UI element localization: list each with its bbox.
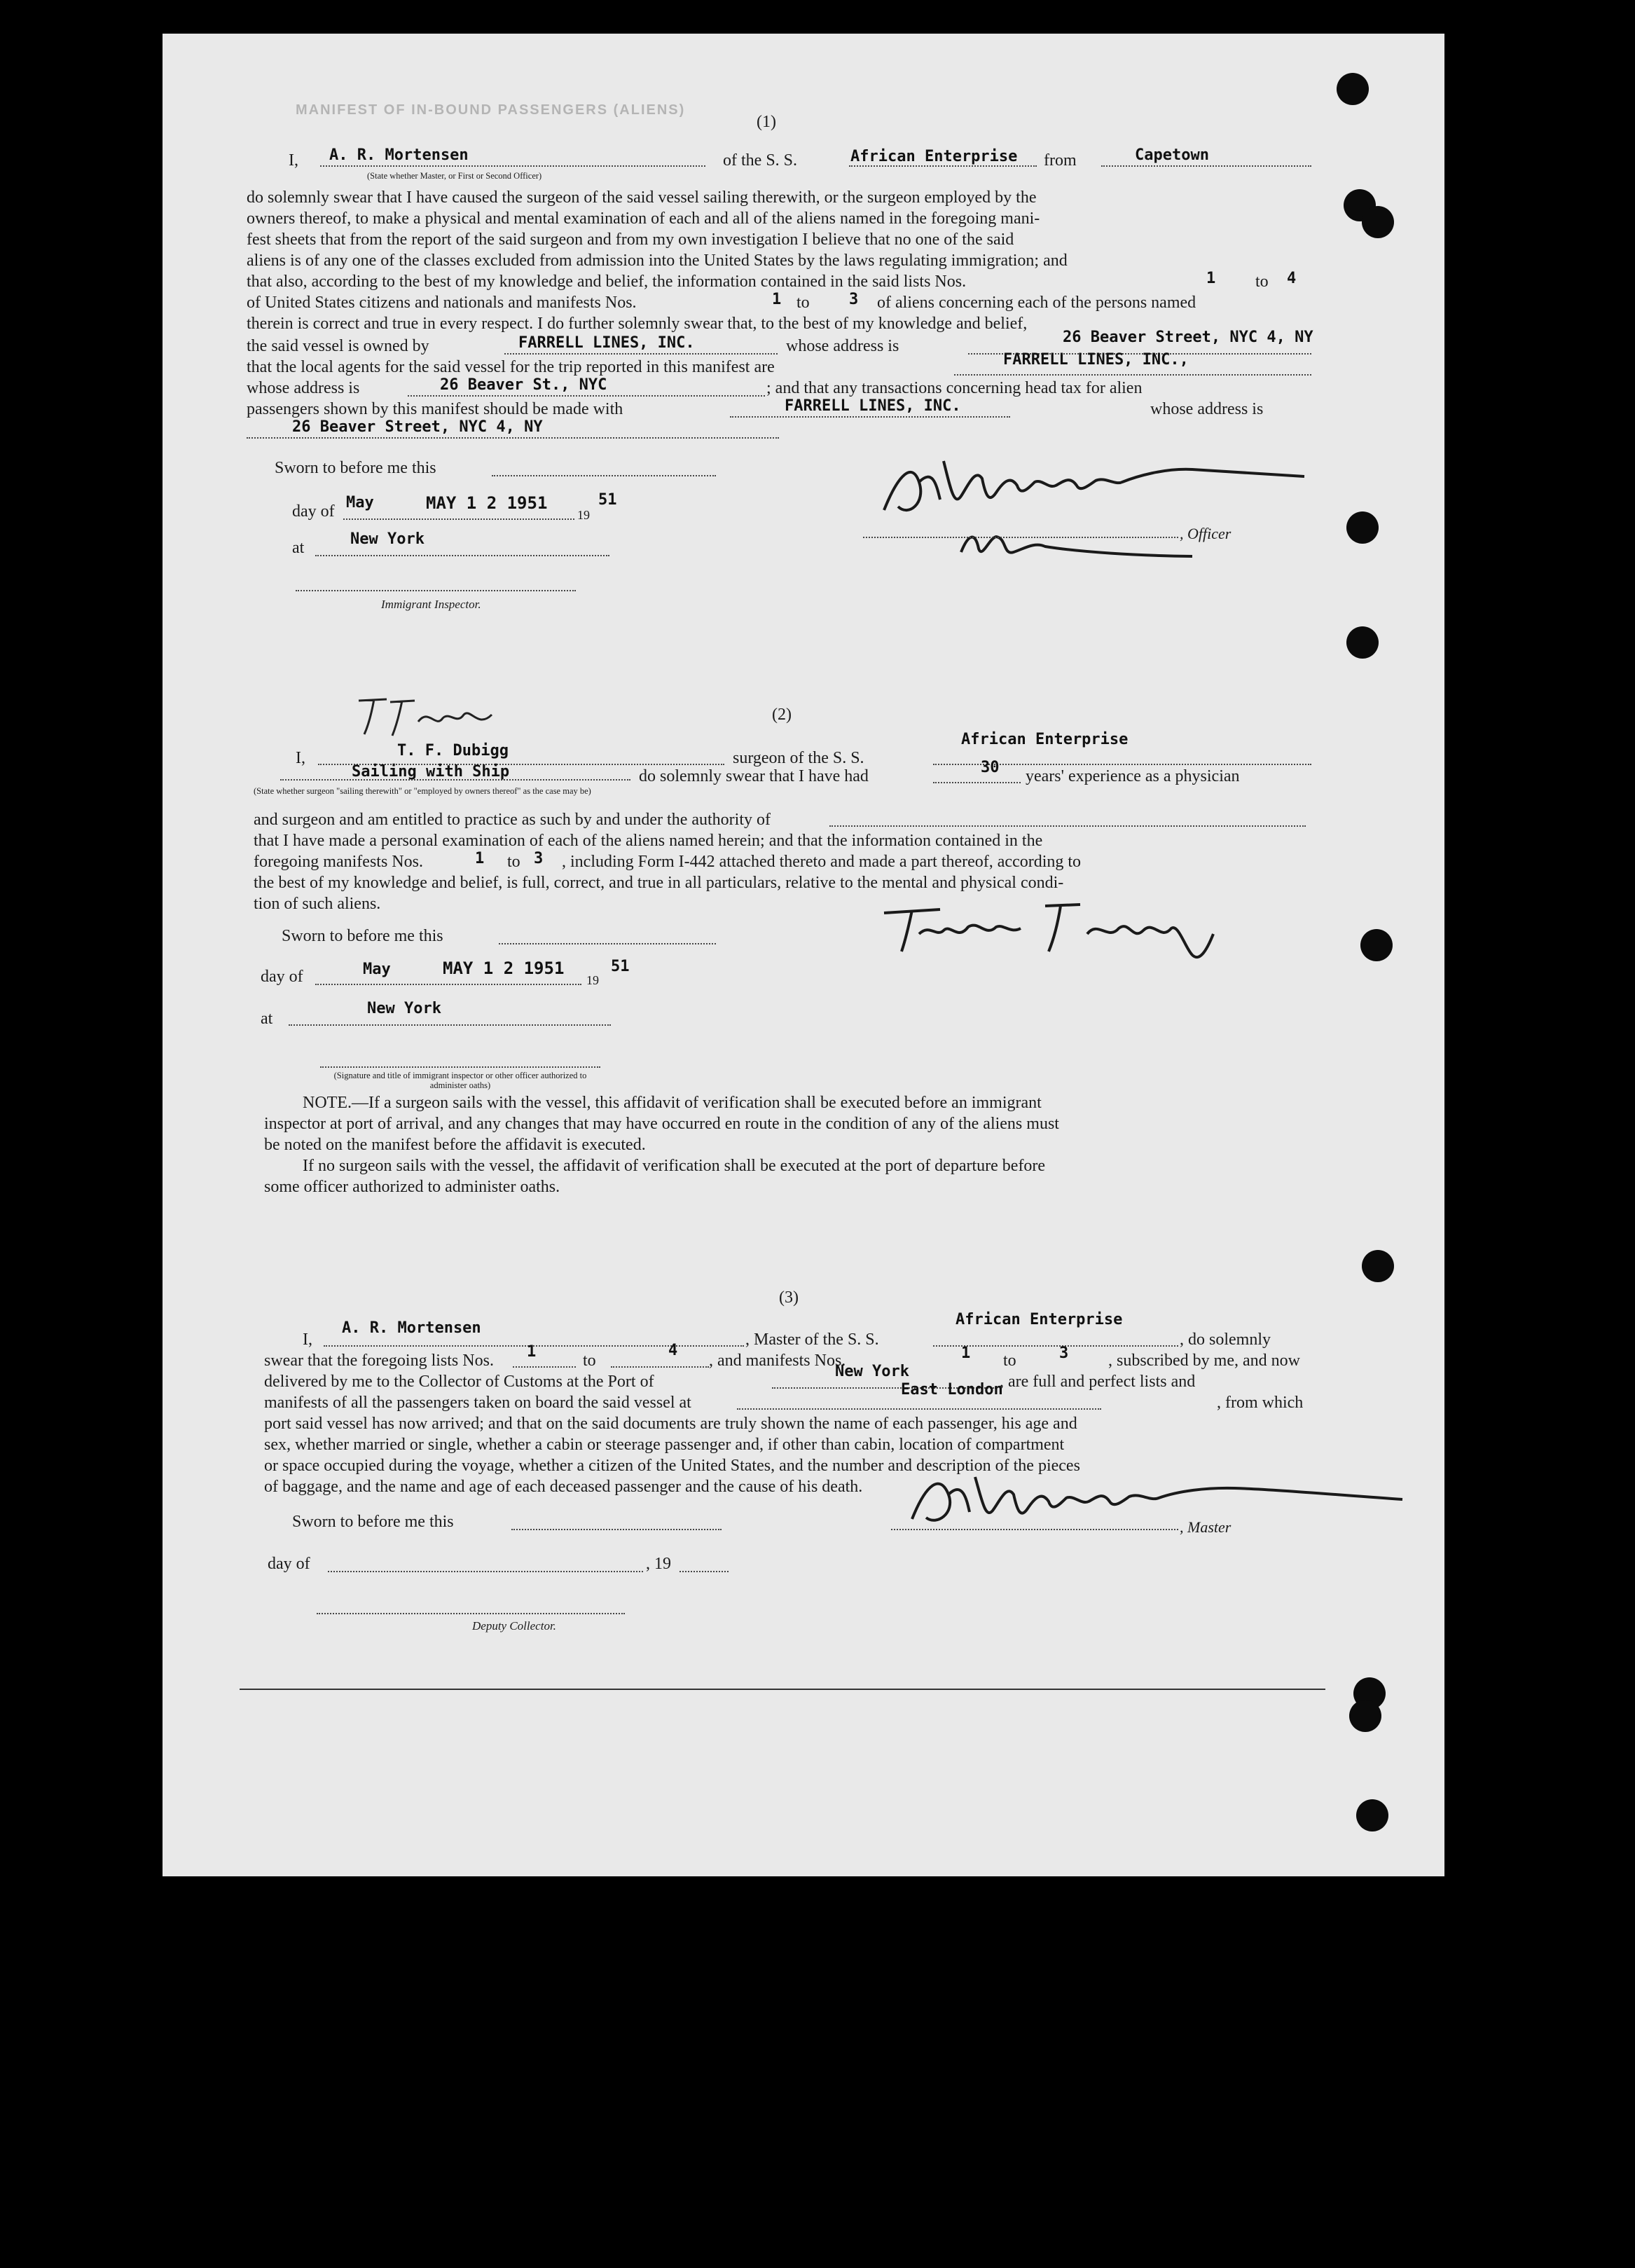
header-stamp: MANIFEST OF IN-BOUND PASSENGERS (ALIENS) [296,102,686,118]
binder-hole [1346,511,1379,544]
section1-master-name: A. R. Mortensen [329,146,469,164]
section1-line-3: fest sheets that from the report of the said surgeon and from my own investigation I believe that no one of the said [247,231,1014,249]
section1-line-7: therein is correct and true in every respect. I do further solemnly swear that, to the best of my knowledge and belief, [247,315,1028,333]
section1-line-8: the said vessel is owned by [247,337,429,355]
section1-lists-to-label: to [1255,273,1269,291]
section1-intro: I, [289,151,298,170]
section1-owner: FARRELL LINES, INC. [518,334,695,352]
section2-years-text: years' experience as a physician [1026,767,1240,785]
section1-head-tax-party: FARRELL LINES, INC. [785,397,961,415]
section1-day-value: May [346,494,374,511]
section3-lists-to: 4 [668,1342,678,1359]
section3-master-name: A. R. Mortensen [342,1319,481,1337]
section2-sailing: Sailing with Ship [352,763,510,781]
section1-manifests-tail: of aliens concerning each of the persons named [877,294,1196,312]
section1-line-2: owners thereof, to make a physical and mental examination of each and all of the aliens named in the foregoing mani- [247,209,1040,228]
section3-line-6: or space occupied during the voyage, whether a citizen of the United States, and the number and description of the pieces [264,1457,1080,1475]
section3-master-title: , Master [1180,1518,1232,1536]
section2-line-1: and surgeon and am entitled to practice as such by and under the authority of [254,811,771,829]
section1-date-stamp: MAY 1 2 1951 [426,493,548,513]
section1-manifests-to: 3 [849,291,859,308]
section1-day-of: day of [292,502,335,521]
section1-lists-to: 4 [1287,270,1297,287]
section2-year-prefix: 19 [586,973,599,987]
section3-port: New York [835,1363,909,1380]
section2-line-4: the best of my knowledge and belief, is full, correct, and true in all particulars, relative to the mental and physical condi- [254,874,1064,892]
section2-line-5: tion of such aliens. [254,895,381,913]
section2-surgeon-name: T. F. Dubigg [397,742,509,760]
section1-whose-address: whose address is [1150,400,1264,418]
section1-head-tax-text: ; and that any transactions concerning head tax for alien [766,379,1143,397]
section1-owner-address-label: whose address is [786,337,899,355]
binder-hole [1337,73,1369,105]
section3-embark-port: East London [901,1381,1003,1398]
section2-sworn: Sworn to before me this [282,927,443,945]
section2-inspector-note [320,1071,600,1090]
section3-number: (3) [779,1288,799,1307]
section1-sworn: Sworn to before me this [275,459,436,477]
section2-inspector-note-text: (Signature and title of immigrant inspector or other officer authorized to administer oaths) [333,1071,587,1090]
section3-line-5: sex, whether married or single, whether a cabin or steerage passenger and, if other than cabin, location of compartment [264,1436,1065,1454]
surgeon-initials [352,687,506,743]
section1-agents-address: 26 Beaver St., NYC [440,376,607,394]
note-line-2: inspector at port of arrival, and any changes that may have occurred en route in the condition of any of the aliens must [264,1115,1059,1133]
section2-day-of: day of [261,968,303,986]
section1-manifests-from: 1 [772,291,782,308]
section3-lists-to-label: to [583,1352,596,1370]
binder-hole [1360,929,1393,961]
section3-manifests-to: 3 [1059,1345,1069,1362]
section1-year-value: 51 [598,491,617,509]
section1-line-11: passengers shown by this manifest should be made with [247,400,623,418]
section2-surgeon-of: surgeon of the S. S. [733,749,864,767]
section1-of-ss: of the S. S. [723,151,798,170]
section2-years: 30 [981,759,1000,776]
section1-owner-address: 26 Beaver Street, NYC 4, NY [1063,329,1313,346]
section2-manifests-from: 1 [475,850,485,867]
section3-line-4: port said vessel has now arrived; and that on the said documents are truly shown the name of each passenger, his age and [264,1415,1077,1433]
manifest-page [163,34,1444,1876]
section3-line-3: manifests of all the passengers taken on board the said vessel at [264,1394,691,1412]
section3-manifests-to-label: to [1003,1352,1016,1370]
section2-number: (2) [772,706,792,724]
section2-place: New York [367,1000,441,1017]
section2-swear-text: do solemnly swear that I have had [639,767,869,785]
section1-agents: FARRELL LINES, INC., [1003,351,1189,369]
section1-inspector: Immigrant Inspector. [381,598,481,611]
section3-manifests-label: , and manifests Nos. [709,1352,846,1370]
section3-from-which: , from which [1217,1394,1304,1412]
section1-line-10: whose address is [247,379,360,397]
surgeon-signature [877,885,1241,969]
section3-manifests-from: 1 [961,1345,971,1362]
section3-lists-from: 1 [527,1343,537,1361]
section3-full-perfect: , are full and perfect lists and [1000,1373,1196,1391]
section2-at: at [261,1010,273,1028]
section1-line-6: of United States citizens and nationals and manifests Nos. [247,294,637,312]
binder-hole [1362,206,1394,238]
section3-day-of: day of [268,1555,310,1573]
section3-vessel: African Enterprise [956,1311,1123,1328]
section1-manifests-to-label: to [796,294,810,312]
section3-collector: Deputy Collector. [472,1619,556,1633]
master-signature-1 [870,419,1318,587]
section1-officer: , Officer [1180,525,1232,542]
binder-hole [1349,1700,1381,1732]
note-line-5: some officer authorized to administer oaths. [264,1178,560,1196]
section2-manifests-tail: , including Form I-442 attached thereto and made a part thereof, according to [562,853,1082,871]
section3-line-2: delivered by me to the Collector of Customs at the Port of [264,1373,654,1391]
section3-subscribed: , subscribed by me, and now [1108,1352,1300,1370]
binder-hole [1356,1799,1388,1831]
section1-from-label: from [1044,151,1077,170]
section2-intro: I, [296,749,305,767]
section2-date-stamp: MAY 1 2 1951 [443,958,565,978]
section1-from-port: Capetown [1135,146,1209,164]
note-line-4: If no surgeon sails with the vessel, the affidavit of verification shall be executed at the port of departure before [303,1157,1046,1175]
section2-vessel: African Enterprise [961,731,1129,748]
section2-day-value: May [363,961,391,978]
section1-lists-from: 1 [1206,270,1216,287]
section2-manifests-to: 3 [534,850,544,867]
section3-master-of: , Master of the S. S. [745,1331,879,1349]
section1-vessel: African Enterprise [850,148,1018,165]
section2-year-value: 51 [611,958,630,975]
section3-line-7: of baggage, and the name and age of each deceased passenger and the cause of his death. [264,1478,863,1496]
section1-place: New York [350,530,425,548]
note-line-3: be noted on the manifest before the affidavit is executed. [264,1136,646,1154]
section2-manifests-to-label: to [507,853,520,871]
section1-line-5: that also, according to the best of my knowledge and belief, the information contained in the said lists Nos. [247,273,967,291]
section1-head-tax-address: 26 Beaver Street, NYC 4, NY [292,418,543,436]
section3-sworn: Sworn to before me this [292,1513,454,1531]
section3-solemnly: , do solemnly [1180,1331,1271,1349]
section2-line-3: foregoing manifests Nos. [254,853,423,871]
section1-line-4: aliens is of any one of the classes excluded from admission into the United States by the laws regulating immigration; and [247,252,1068,270]
section3-year-prefix: , 19 [646,1555,671,1573]
binder-hole [1346,626,1379,659]
section3-line-1: swear that the foregoing lists Nos. [264,1352,494,1370]
section1-line-9: that the local agents for the said vessel for the trip reported in this manifest are [247,358,775,376]
section1-line-1: do solemnly swear that I have caused the surgeon of the said vessel sailing therewith, or the surgeon employed by the [247,188,1037,207]
section1-role-note: (State whether Master, or First or Second Officer) [367,171,542,181]
note-line-1: NOTE.—If a surgeon sails with the vessel, this affidavit of verification shall be executed before an immigrant [303,1094,1042,1112]
section1-year-prefix: 19 [577,508,590,522]
section1-at: at [292,539,305,557]
section3-intro: I, [303,1331,312,1349]
section1-number: (1) [757,113,776,131]
section2-line-2: that I have made a personal examination of each of the aliens named herein; and that the information contained in the [254,832,1043,850]
section2-role-note: (State whether surgeon "sailing therewith" or "employed by owners thereof" as the case may be) [254,786,591,796]
binder-hole [1362,1250,1394,1282]
